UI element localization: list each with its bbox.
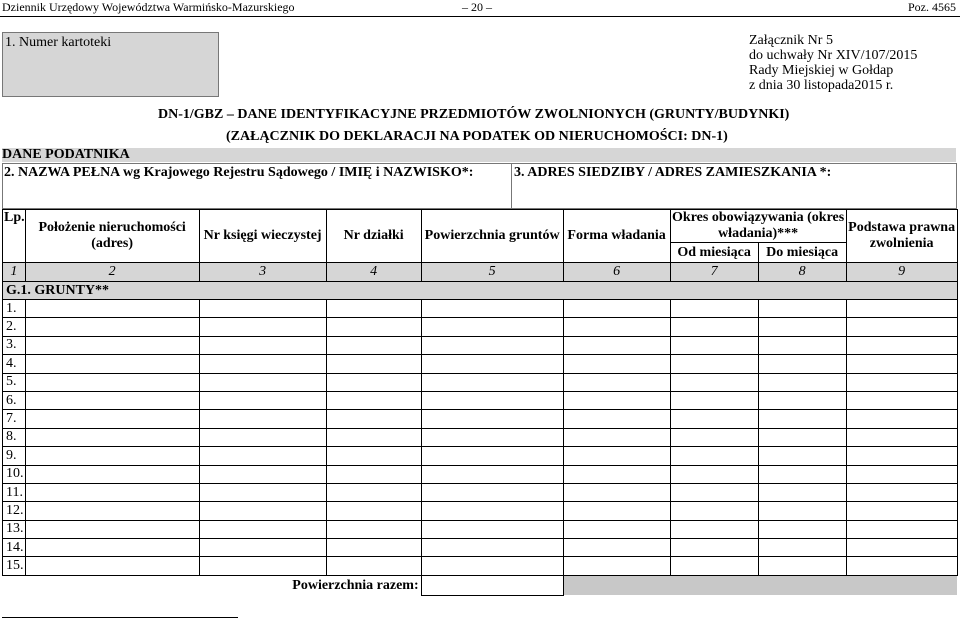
input-cell[interactable] [846,557,957,575]
col-validity: Okres obowiązywania (okres władania)*** [672,210,845,241]
input-cell[interactable] [421,300,563,318]
column-number: 7 [670,263,758,282]
exempt-properties-table [2,209,958,596]
input-cell[interactable] [758,520,846,538]
input-cell[interactable] [758,557,846,575]
input-cell[interactable] [846,483,957,501]
input-cell[interactable] [563,465,670,483]
input-cell[interactable] [670,300,758,318]
input-cell[interactable] [846,355,957,373]
table-row [3,539,958,557]
col-area: Powierzchnia gruntów [421,210,563,263]
row-number: 3. [3,336,26,354]
input-cell[interactable] [25,447,199,465]
row-number: 9. [3,447,26,465]
card-number-box[interactable] [2,32,219,97]
input-cell[interactable] [670,539,758,557]
input-cell[interactable] [326,355,421,373]
input-cell[interactable] [25,318,199,336]
col-land-register: Nr księgi wieczystej [199,210,326,263]
input-cell[interactable] [670,557,758,575]
input-cell[interactable] [563,520,670,538]
input-cell[interactable] [326,539,421,557]
form-subtitle: (ZAŁĄCZNIK DO DEKLARACJI NA PODATEK OD NIERUCHOMOŚCI: DN-1) [226,129,728,144]
input-cell[interactable] [670,447,758,465]
input-cell[interactable] [670,391,758,409]
input-cell[interactable] [199,373,326,391]
input-cell[interactable] [846,428,957,446]
column-number: 5 [421,263,563,282]
column-number: 6 [563,263,670,282]
input-cell[interactable] [421,465,563,483]
input-cell[interactable] [563,336,670,354]
attachment-line: z dnia 30 listopada2015 r. [749,78,894,93]
journal-title: Dziennik Urzędowy Województwa Warmińsko-Mazurskiego [2,0,295,14]
taxpayer-section-bar [2,148,956,162]
input-cell[interactable] [25,373,199,391]
input-cell[interactable] [563,410,670,428]
input-cell[interactable] [326,336,421,354]
table-row [3,502,958,520]
input-cell[interactable] [758,465,846,483]
input-cell[interactable] [25,355,199,373]
footnote-separator [2,617,238,618]
attachment-line: do uchwały Nr XIV/107/2015 [749,48,918,63]
col-plot: Nr działki [326,210,421,263]
input-cell[interactable] [563,557,670,575]
attachment-note [749,33,917,93]
input-cell[interactable] [421,318,563,336]
input-cell[interactable] [846,465,957,483]
row-number: 12. [3,502,26,520]
input-cell[interactable] [670,410,758,428]
row-number: 14. [3,539,26,557]
input-cell[interactable] [326,483,421,501]
input-cell[interactable] [563,355,670,373]
input-cell[interactable] [25,502,199,520]
table-row [3,373,958,391]
input-cell[interactable] [25,483,199,501]
table-row [3,520,958,538]
input-cell[interactable] [670,520,758,538]
input-cell[interactable] [421,428,563,446]
input-cell[interactable] [199,483,326,501]
table-row [3,483,958,501]
input-cell[interactable] [25,465,199,483]
col-basis: Podstawa prawna zwolnienia [846,210,957,263]
input-cell[interactable] [25,336,199,354]
input-cell[interactable] [758,318,846,336]
input-cell[interactable] [563,539,670,557]
input-cell[interactable] [25,391,199,409]
input-cell[interactable] [670,318,758,336]
input-cell[interactable] [758,539,846,557]
full-name-field[interactable] [2,163,512,209]
input-cell[interactable] [199,502,326,520]
col-location: Położenie nieruchomości (adres) [25,210,199,263]
input-cell[interactable] [758,410,846,428]
input-cell[interactable] [670,465,758,483]
input-cell[interactable] [199,318,326,336]
input-cell[interactable] [758,428,846,446]
input-cell[interactable] [421,391,563,409]
col-to-month: Do miesiąca [758,243,846,263]
input-cell[interactable] [758,336,846,354]
input-cell[interactable] [326,391,421,409]
table-row [3,557,958,575]
total-area-cell[interactable] [421,575,563,595]
table-row [3,391,958,409]
table-row [3,465,958,483]
input-cell[interactable] [846,391,957,409]
input-cell[interactable] [758,447,846,465]
input-cell[interactable] [670,355,758,373]
row-number: 11. [3,483,26,501]
address-field[interactable] [511,163,957,209]
header-row [3,210,958,243]
full-name-label: 2. NAZWA PEŁNA wg Krajowego Rejestru Sądowego / IMIĘ i NAZWISKO*: [4,165,474,180]
input-cell[interactable] [421,447,563,465]
input-cell[interactable] [326,300,421,318]
input-cell[interactable] [846,318,957,336]
input-cell[interactable] [326,447,421,465]
input-cell[interactable] [199,336,326,354]
input-cell[interactable] [199,465,326,483]
column-number: 3 [199,263,326,282]
input-cell[interactable] [563,300,670,318]
input-cell[interactable] [199,557,326,575]
input-cell[interactable] [326,520,421,538]
row-number: 5. [3,373,26,391]
input-cell[interactable] [199,539,326,557]
input-cell[interactable] [846,502,957,520]
input-cell[interactable] [25,520,199,538]
table-row [3,318,958,336]
input-cell[interactable] [421,410,563,428]
table-row [3,300,958,318]
input-cell[interactable] [421,557,563,575]
input-cell[interactable] [670,483,758,501]
input-cell[interactable] [758,483,846,501]
section-label: G.1. GRUNTY** [3,282,958,300]
input-cell[interactable] [199,410,326,428]
card-number-label: 1. Numer kartoteki [5,35,112,50]
input-cell[interactable] [25,428,199,446]
table-row [3,410,958,428]
input-cell[interactable] [199,391,326,409]
input-cell[interactable] [670,502,758,520]
input-cell[interactable] [758,391,846,409]
attachment-line: Załącznik Nr 5 [749,33,833,48]
input-cell[interactable] [326,557,421,575]
row-number: 8. [3,428,26,446]
input-cell[interactable] [326,318,421,336]
input-cell[interactable] [846,447,957,465]
row-number: 10. [3,465,26,483]
input-cell[interactable] [846,373,957,391]
input-cell[interactable] [563,483,670,501]
total-row [3,575,958,595]
input-cell[interactable] [563,502,670,520]
row-number: 6. [3,391,26,409]
input-cell[interactable] [25,557,199,575]
address-label: 3. ADRES SIEDZIBY / ADRES ZAMIESZKANIA *: [514,165,832,180]
row-number: 4. [3,355,26,373]
input-cell[interactable] [758,300,846,318]
input-cell[interactable] [846,539,957,557]
input-cell[interactable] [563,318,670,336]
input-cell[interactable] [199,447,326,465]
table-row [3,447,958,465]
position-number: Poz. 4565 [908,0,956,14]
input-cell[interactable] [670,336,758,354]
row-number: 15. [3,557,26,575]
input-cell[interactable] [326,502,421,520]
input-cell[interactable] [421,355,563,373]
attachment-line: Rady Miejskiej w Gołdap [749,63,894,78]
input-cell[interactable] [421,502,563,520]
input-cell[interactable] [563,391,670,409]
total-label: Powierzchnia razem: [292,577,419,593]
input-cell[interactable] [25,410,199,428]
input-cell[interactable] [758,502,846,520]
input-cell[interactable] [326,465,421,483]
input-cell[interactable] [563,373,670,391]
column-number: 9 [846,263,957,282]
input-cell[interactable] [199,355,326,373]
input-cell[interactable] [421,483,563,501]
column-number: 8 [758,263,846,282]
column-number: 1 [3,263,26,282]
input-cell[interactable] [846,336,957,354]
column-number: 2 [25,263,199,282]
col-lp: Lp. [3,210,26,263]
input-cell[interactable] [199,520,326,538]
row-number: 1. [3,300,26,318]
input-cell[interactable] [326,373,421,391]
row-number: 2. [3,318,26,336]
input-cell[interactable] [326,410,421,428]
col-ownership: Forma władania [563,210,670,263]
input-cell[interactable] [670,428,758,446]
input-cell[interactable] [758,355,846,373]
input-cell[interactable] [199,300,326,318]
table-row [3,355,958,373]
input-cell[interactable] [563,428,670,446]
input-cell[interactable] [421,520,563,538]
form-title: DN-1/GBZ – DANE IDENTYFIKACYJNE PRZEDMIOTÓW ZWOLNIONYCH (GRUNTY/BUDYNKI) [158,107,790,122]
input-cell[interactable] [25,300,199,318]
input-cell[interactable] [25,539,199,557]
column-numbers-row [3,263,958,282]
header-divider [0,16,960,17]
input-cell[interactable] [670,373,758,391]
input-cell[interactable] [758,373,846,391]
section-row [3,282,958,300]
table-row [3,336,958,354]
col-from-month: Od miesiąca [670,243,758,263]
page-number: – 20 – [462,0,492,14]
taxpayer-section-label: DANE PODATNIKA [2,147,130,162]
input-cell[interactable] [846,300,957,318]
input-cell[interactable] [326,428,421,446]
input-cell[interactable] [563,447,670,465]
input-cell[interactable] [846,410,957,428]
input-cell[interactable] [846,520,957,538]
row-number: 13. [3,520,26,538]
input-cell[interactable] [421,539,563,557]
row-number: 7. [3,410,26,428]
input-cell[interactable] [421,336,563,354]
input-cell[interactable] [199,428,326,446]
total-filler [563,575,957,595]
column-number: 4 [326,263,421,282]
table-row [3,428,958,446]
input-cell[interactable] [421,373,563,391]
